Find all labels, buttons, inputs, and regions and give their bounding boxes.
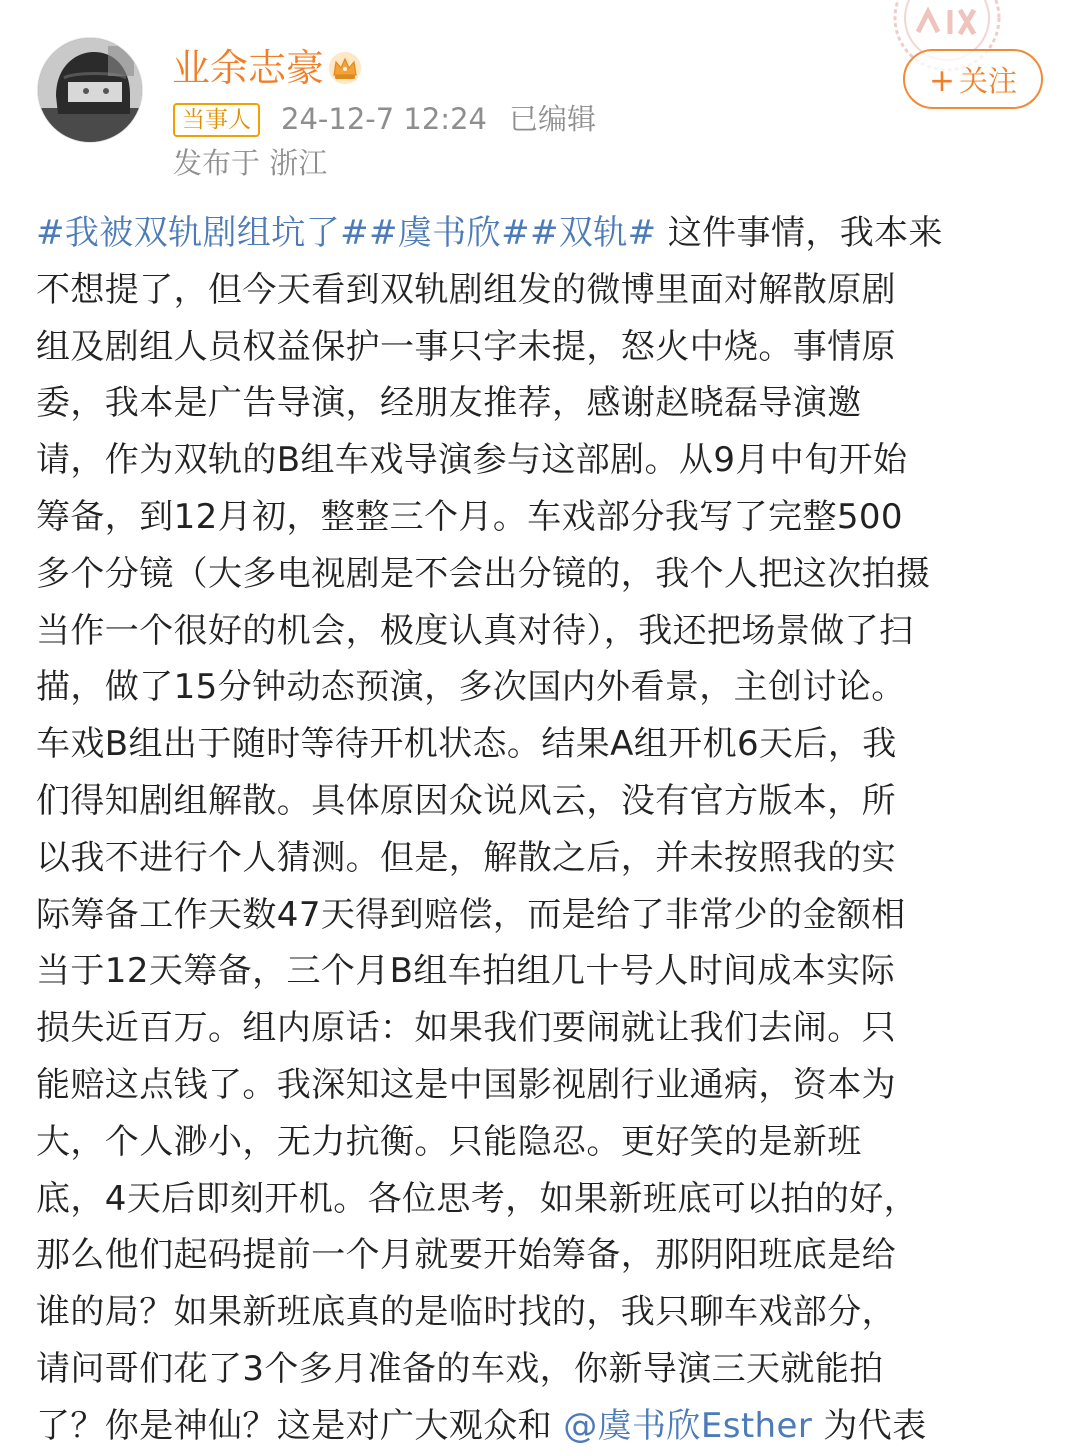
post-body	[36, 205, 1046, 1455]
post-text: 这件事情，我本来	[656, 213, 943, 253]
topic-link[interactable]: #双轨#	[529, 213, 657, 253]
post-text-line	[36, 1398, 1046, 1455]
post-location: 发布于 浙江	[173, 146, 328, 180]
post-text: 不想提了，但今天看到双轨剧组发的微博里面对解散原剧	[36, 269, 896, 310]
post-text-line	[36, 489, 1046, 546]
post-text-line	[36, 1284, 1046, 1341]
post-text-line	[36, 943, 1046, 1000]
post-text: 以我不进行个人猜测。但是，解散之后，并未按照我的实	[36, 837, 896, 878]
post-text: 际筹备工作天数47天得到赔偿，而是给了非常少的金额相	[36, 894, 906, 935]
avatar-helmet-photo	[38, 38, 142, 142]
user-avatar[interactable]	[37, 37, 143, 143]
post-text-line	[36, 1227, 1046, 1284]
post-text: 描，做了15分钟动态预演，多次国内外看景，主创讨论。	[36, 667, 906, 708]
post-text: 筹备，到12月初，整整三个月。车戏部分我写了完整500	[36, 496, 903, 537]
post-text-line	[36, 205, 1046, 262]
post-text: 车戏B组出于随时等待开机状态。结果A组开机6天后，我	[36, 724, 897, 765]
post-text: 请，作为双轨的B组车戏导演参与这部剧。从9月中旬开始	[36, 440, 908, 481]
post-text: 当作一个很好的机会，极度认真对待），我还把场景做了扫	[36, 610, 914, 651]
post-text: 底，4天后即刻开机。各位思考，如果新班底可以拍的好，	[36, 1178, 919, 1219]
post-text: 了？你是神仙？这是对广大观众和	[36, 1405, 564, 1446]
post-text: 请问哥们花了3个多月准备的车戏，你新导演三天就能拍	[36, 1348, 884, 1389]
post-timestamp: 24-12-7 12:24	[281, 102, 487, 136]
post-text: 能赔这点钱了。我深知这是中国影视剧行业通病，资本为	[36, 1064, 896, 1105]
topic-link[interactable]: #虞书欣#	[368, 213, 530, 253]
post-text-line	[36, 659, 1046, 716]
post-text-line	[36, 375, 1046, 432]
post-text: 当于12天筹备，三个月B组车拍组几十号人时间成本实际	[36, 951, 895, 992]
post-text-line	[36, 1057, 1046, 1114]
post-text-line	[36, 1171, 1046, 1228]
post-text-line	[36, 319, 1046, 376]
post-text-line	[36, 830, 1046, 887]
post-text: 大，个人渺小，无力抗衡。只能隐忍。更好笑的是新班	[36, 1121, 862, 1162]
post-text-line	[36, 716, 1046, 773]
post-header	[0, 0, 1080, 190]
post-text-line	[36, 1114, 1046, 1171]
follow-label: 关注	[958, 64, 1017, 98]
username[interactable]: 业余志豪	[172, 46, 325, 90]
post-text: 委，我本是广告导演，经朋友推荐，感谢赵晓磊导演邀	[36, 383, 862, 424]
topic-link[interactable]: #我被双轨剧组坑了#	[36, 213, 369, 253]
post-text: 为代表	[812, 1405, 927, 1446]
party-badge: 当事人	[173, 103, 260, 137]
post-text: 们得知剧组解散。具体原因众说风云，没有官方版本，所	[36, 780, 896, 821]
post-text-line	[36, 773, 1046, 830]
post-text-line	[36, 1341, 1046, 1398]
edited-label[interactable]: 已编辑	[509, 102, 597, 136]
post-text-line	[36, 603, 1046, 660]
follow-button[interactable]	[903, 49, 1043, 109]
post-text-line	[36, 1000, 1046, 1057]
post-text: 损失近百万。组内原话：如果我们要闹就让我们去闹。只	[36, 1008, 896, 1049]
post-text-line	[36, 887, 1046, 944]
post-text-line	[36, 432, 1046, 489]
post-text: 那么他们起码提前一个月就要开始筹备，那阴阳班底是给	[36, 1235, 896, 1276]
post-text: 多个分镜（大多电视剧是不会出分镜的，我个人把这次拍摄	[36, 553, 931, 594]
post-text: 组及剧组人员权益保护一事只字未提，怒火中烧。事情原	[36, 326, 896, 367]
post-text-line	[36, 262, 1046, 319]
post-text: 谁的局？如果新班底真的是临时找的，我只聊车戏部分，	[36, 1292, 896, 1333]
mention-link[interactable]: @虞书欣Esther	[563, 1405, 813, 1446]
post-text-line	[36, 546, 1046, 603]
crown-icon	[327, 50, 363, 86]
plus-icon: +	[929, 63, 955, 99]
